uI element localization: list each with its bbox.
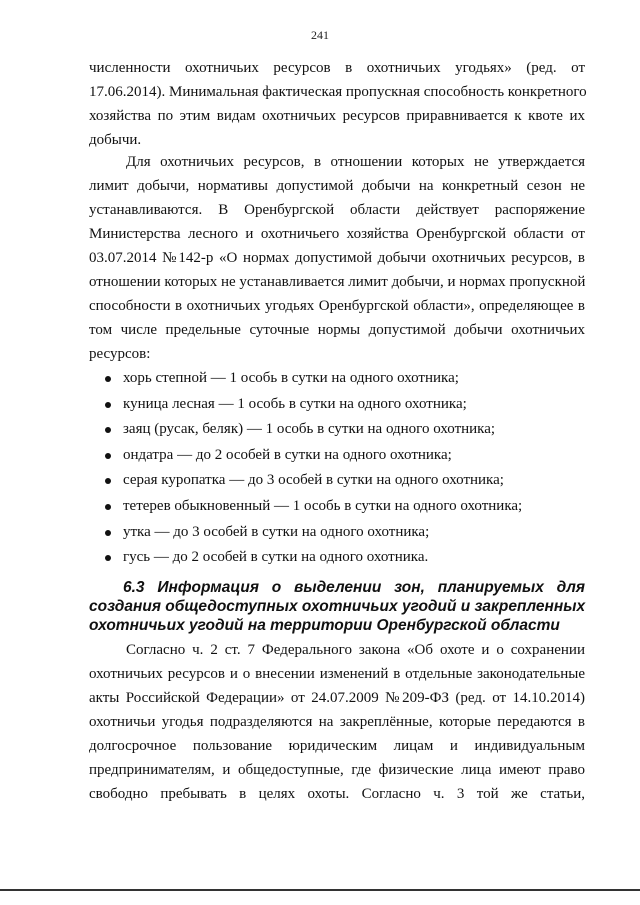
text-line: свободно пребывать в целях охоты. Согласно ч. 3 той же статьи,	[89, 786, 585, 802]
text-line: том числе предельные суточные нормы допустимой добычи охотничьих	[89, 322, 585, 338]
text-line: 03.07.2014 №142-р «О нормах допустимой добычи охотничьих ресурсов, в	[89, 250, 585, 266]
text-line: охотничьих ресурсов и о внесении изменений в отдельные законодательные	[89, 666, 585, 682]
list-item	[102, 392, 582, 418]
bullet-icon	[105, 478, 111, 484]
text-line: добычи.	[89, 132, 142, 148]
list-item-text: хорь степной — 1 особь в сутки на одного охотника;	[123, 370, 459, 386]
text-line: Для охотничьих ресурсов, в отношении которых не утверждается	[126, 154, 585, 170]
heading-line: охотничьих угодий на территории Оренбургской области	[89, 617, 560, 634]
text-line: ресурсов:	[89, 346, 151, 362]
text-line: предпринимателям, и общедоступные, где физические лица имеют право	[89, 762, 585, 778]
text-line: устанавливаются. В Оренбургской области действует распоряжение	[89, 202, 585, 218]
bullet-icon	[105, 427, 111, 433]
list-item-text: тетерев обыкновенный — 1 особь в сутки на одного охотника;	[123, 497, 523, 514]
text-line: долгосрочное пользование юридическим лицам и индивидуальным	[89, 738, 585, 754]
list-item	[102, 494, 582, 520]
heading-line: создания общедоступных охотничьих угодий и закрепленных	[89, 598, 586, 615]
text-line: отношении которых не устанавливается лимит добычи, и нормах пропускной	[89, 274, 586, 290]
bullet-icon	[105, 530, 111, 536]
page-number: 241	[311, 28, 329, 42]
list-item-text: серая куропатка — до 3 особей в сутки на одного охотника;	[123, 472, 504, 489]
list-item	[102, 443, 582, 469]
text-line: охотничьи угодья подразделяются на закреплённые, которые передаются в	[89, 714, 585, 730]
paragraph-3	[89, 638, 585, 806]
list-item	[102, 366, 582, 392]
bullet-icon	[105, 453, 111, 459]
list-item-text: заяц (русак, беляк) — 1 особь в сутки на одного охотника;	[123, 421, 496, 438]
bullet-icon	[105, 402, 111, 408]
text-line: 17.06.2014). Минимальная фактическая пропускная способность конкретного	[89, 84, 587, 100]
list-item	[102, 468, 582, 494]
text-line: численности охотничьих ресурсов в охотничьих угодьях» (ред. от	[89, 60, 585, 76]
text-line: Согласно ч. 2 ст. 7 Федерального закона «Об охоте и о сохранении	[126, 642, 585, 658]
list-item	[102, 520, 582, 546]
paragraph-2	[89, 150, 585, 366]
section-heading	[89, 578, 585, 635]
paragraph-1	[89, 56, 585, 152]
bullet-icon	[105, 504, 111, 510]
bullet-icon	[105, 376, 111, 382]
list-item-text: куница лесная — 1 особь в сутки на одного охотника;	[123, 395, 467, 412]
bottom-divider	[0, 889, 640, 891]
text-line: Министерства лесного и охотничьего хозяйства Оренбургской области от	[89, 226, 585, 242]
list-item-text: утка — до 3 особей в сутки на одного охотника;	[123, 523, 430, 540]
list-item-text: ондатра — до 2 особей в сутки на одного охотника;	[123, 446, 452, 463]
text-line: хозяйства по этим видам охотничьих ресурсов приравнивается к квоте их	[89, 108, 585, 124]
heading-line: 6.3 Информация о выделении зон, планируемых для	[123, 579, 585, 596]
list-item-text: гусь — до 2 особей в сутки на одного охотника.	[123, 549, 429, 566]
list-item	[102, 545, 582, 571]
daily-norms-list	[102, 366, 582, 571]
text-line: способности в охотничьих угодьях Оренбургской области», определяющее в	[89, 298, 585, 314]
bullet-icon	[105, 555, 111, 561]
text-line: акты Российской Федерации» от 24.07.2009 №209-ФЗ (ред. от 14.10.2014)	[89, 690, 585, 706]
list-item	[102, 417, 582, 443]
text-line: лимит добычи, нормативы допустимой добычи на конкретный сезон не	[89, 178, 585, 194]
